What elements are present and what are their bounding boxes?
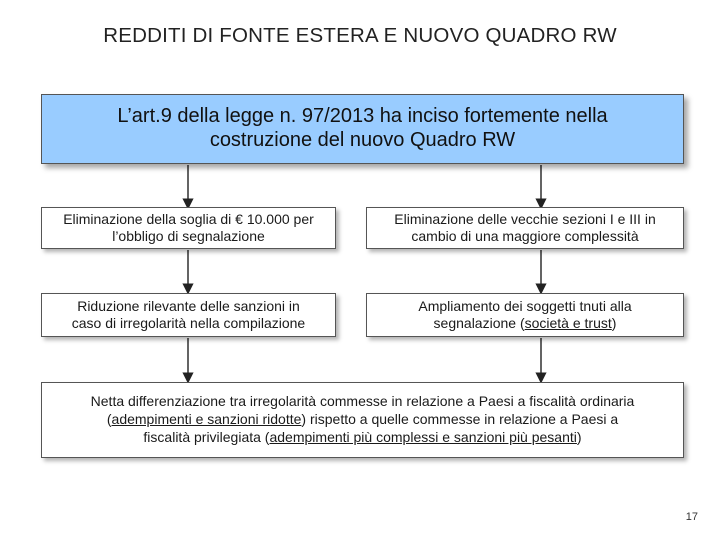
- right-box-2-line-2: [418, 315, 631, 332]
- right-box-1: [366, 207, 684, 249]
- page-number: 17: [685, 511, 698, 523]
- left-box-2-line-1: Riduzione rilevante delle sanzioni in: [77, 298, 300, 315]
- header-line-1: L’art.9 della legge n. 97/2013 ha inciso fortemente nella: [117, 105, 608, 128]
- right-box-1-line-1: Eliminazione delle vecchie sezioni I e III in: [394, 211, 656, 228]
- underlined-text: adempimenti più complessi e sanzioni più pesanti: [269, 428, 577, 445]
- underlined-text: adempimenti e sanzioni ridotte: [111, 411, 302, 428]
- right-box-2-line-2-post: ): [611, 315, 617, 331]
- right-box-2-line-2-pre: segnalazione (: [433, 315, 525, 331]
- left-box-1-line-2: l’obbligo di segnalazione: [112, 228, 265, 244]
- left-box-2-line-2: caso di irregolarità nella compilazione: [71, 315, 306, 331]
- bottom-line-2-pre: (: [106, 411, 112, 428]
- bottom-box: [41, 382, 684, 458]
- left-box-1: [41, 207, 336, 249]
- bottom-line-3: [91, 429, 635, 447]
- bottom-line-2-post: ) rispetto a quelle commesse in relazione a Paesi a: [301, 411, 619, 428]
- header-line-2: costruzione del nuovo Quadro RW: [209, 129, 516, 151]
- bottom-line-2: [91, 411, 635, 429]
- right-box-1-line-2: cambio di una maggiore complessità: [411, 228, 639, 244]
- right-box-2-line-1: Ampliamento dei soggetti tnuti alla: [418, 298, 632, 315]
- header-box: [41, 94, 684, 164]
- right-box-2: [366, 293, 684, 337]
- bottom-line-3-pre: fiscalità privilegiata (: [143, 428, 270, 445]
- left-box-2: [41, 293, 336, 337]
- slide-title: REDDITI DI FONTE ESTERA E NUOVO QUADRO RW: [103, 24, 617, 47]
- underlined-text: società e trust: [524, 315, 612, 331]
- bottom-line-1: Netta differenziazione tra irregolarità commesse in relazione a Paesi a fiscalità ordinaria: [90, 393, 635, 410]
- left-box-1-line-1: Eliminazione della soglia di € 10.000 per: [63, 211, 314, 228]
- bottom-line-3-post: ): [576, 428, 582, 445]
